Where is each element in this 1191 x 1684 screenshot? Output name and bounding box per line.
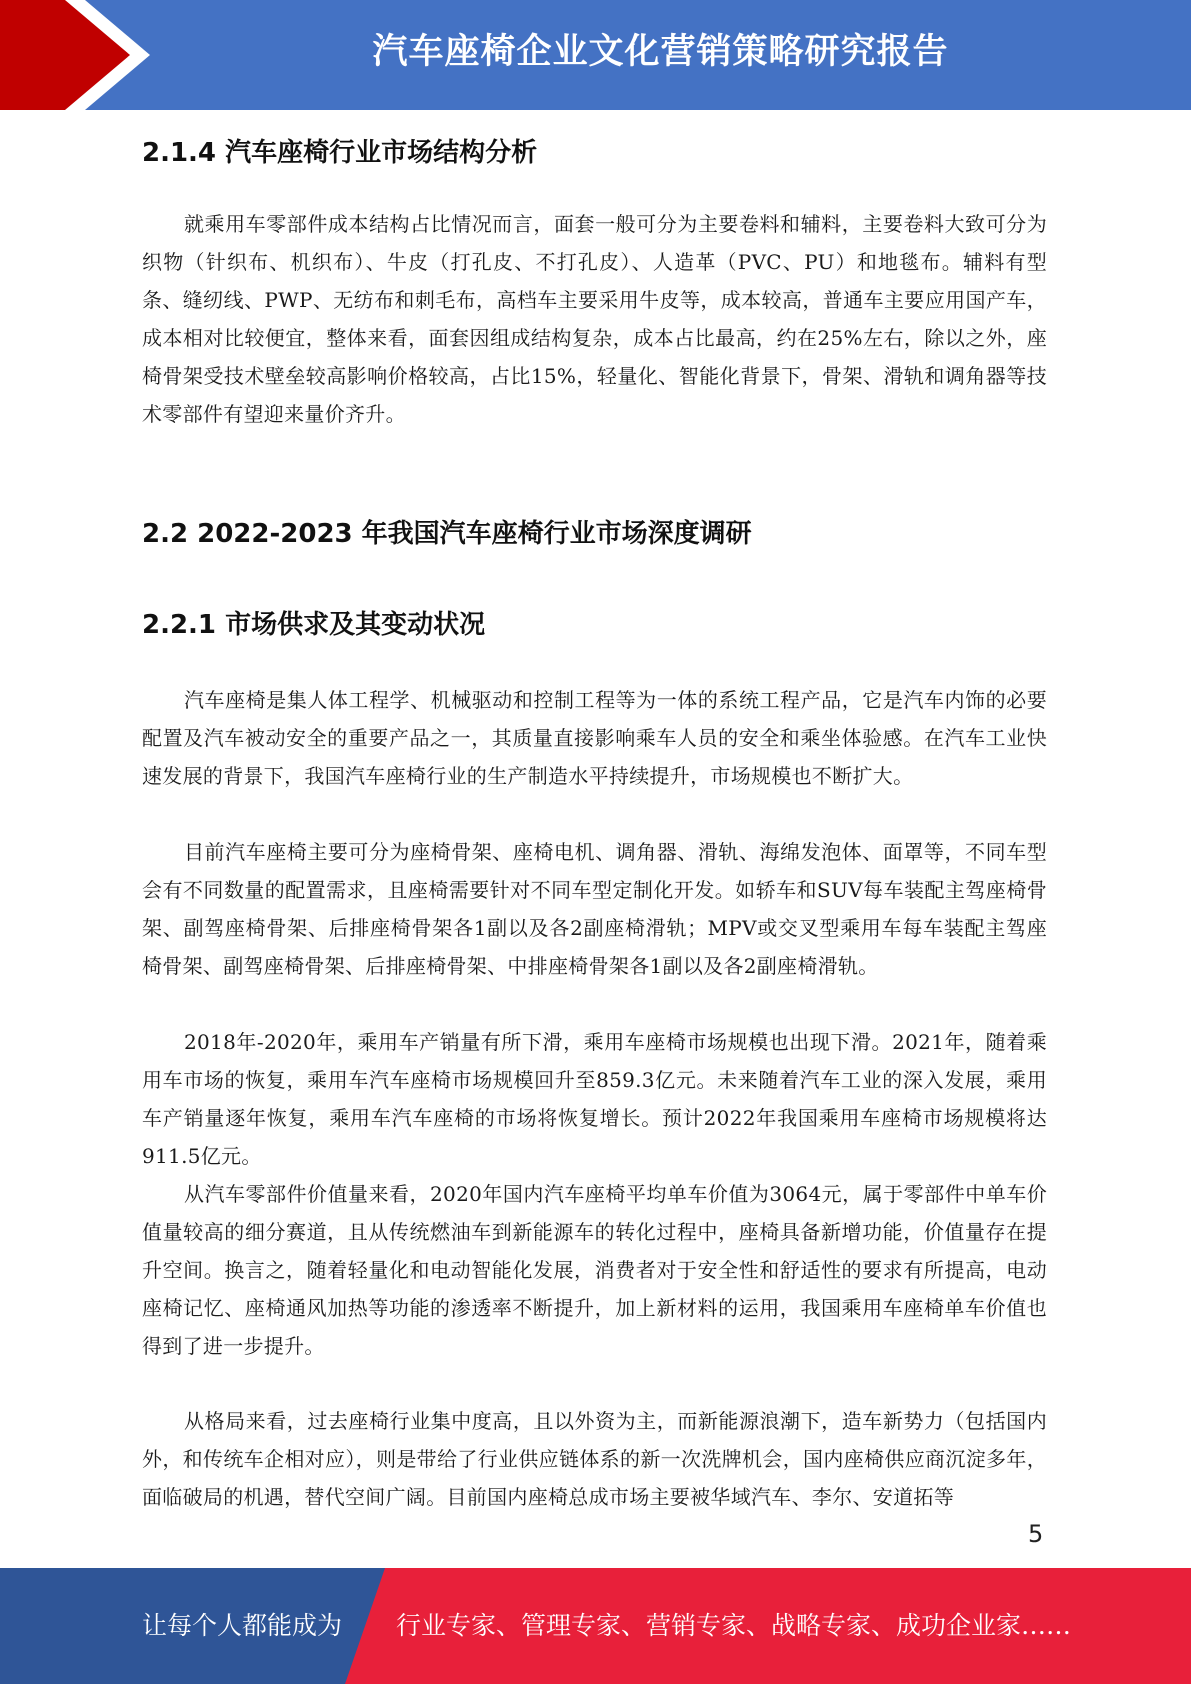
section-heading-2-1-4: 2.1.4 汽车座椅行业市场结构分析 (142, 138, 538, 168)
document-title: 汽车座椅企业文化营销策略研究报告 (372, 32, 949, 72)
footer-slogan-left: 让每个人都能成为 (142, 1611, 343, 1640)
section-heading-2-2: 2.2 2022-2023 年我国汽车座椅行业市场深度调研 (142, 519, 752, 549)
paragraph-market-size: 2018年-2020年，乘用车产销量有所下滑，乘用车座椅市场规模也出现下滑。2021年，随着乘用车市场的恢复，乘用车汽车座椅市场规模回升至859.3亿元。未来随着汽车工业的深入发展，乘用车产销量逐年恢复，乘用车汽车座椅的市场将恢复增长。预计2022年我国乘用车座椅市场规模将达911.5亿元。 (142, 1030, 1047, 1168)
footer-slogan-right: 行业专家、管理专家、营销专家、战略专家、成功企业家…… (396, 1611, 1072, 1640)
footer-banner (0, 1568, 1191, 1684)
paragraph-cost-structure: 就乘用车零部件成本结构占比情况而言，面套一般可分为主要卷料和辅料，主要卷料大致可分为织物（针织布、机织布）、牛皮（打孔皮、不打孔皮）、人造革（PVC、PU）和地毯布。辅料有型条、缝纫线、PWP、无纺布和刺毛布，高档车主要采用牛皮等，成本较高，普通车主要应用国产车，成本相对比较便宜，整体来看，面套因组成结构复杂，成本占比最高，约在25%左右，除以之外，座椅骨架受技术壁垒较高影响价格较高，占比15%，轻量化、智能化背景下，骨架、滑轨和调角器等技术零部件有望迎来量价齐升。 (142, 212, 1047, 426)
section-heading-2-2-1: 2.2.1 市场供求及其变动状况 (142, 610, 486, 640)
paragraph-unit-value: 从汽车零部件价值量来看，2020年国内汽车座椅平均单车价值为3064元，属于零部件中单车价值量较高的细分赛道，且从传统燃油车到新能源车的转化过程中，座椅具备新增功能，价值量存在提升空间。换言之，随着轻量化和电动智能化发展，消费者对于安全性和舒适性的要求有所提高，电动座椅记忆、座椅通风加热等功能的渗透率不断提升，加上新材料的运用，我国乘用车座椅单车价值也得到了进一步提升。 (142, 1182, 1047, 1358)
paragraph-seat-components: 目前汽车座椅主要可分为座椅骨架、座椅电机、调角器、滑轨、海绵发泡体、面罩等，不同车型会有不同数量的配置需求，且座椅需要针对不同车型定制化开发。如轿车和SUV每车装配主驾座椅骨架、副驾座椅骨架、后排座椅骨架各1副以及各2副座椅滑轨；MPV或交叉型乘用车每车装配主驾座椅骨架、副驾座椅骨架、后排座椅骨架、中排座椅骨架各1副以及各2副座椅滑轨。 (142, 840, 1047, 978)
paragraph-competitive-landscape: 从格局来看，过去座椅行业集中度高，且以外资为主，而新能源浪潮下，造车新势力（包括国内外，和传统车企相对应），则是带给了行业供应链体系的新一次洗牌机会，国内座椅供应商沉淀多年，面临破局的机遇，替代空间广阔。目前国内座椅总成市场主要被华域汽车、李尔、安道拓等 (142, 1409, 1047, 1509)
header-banner (0, 0, 1191, 110)
page-number: 5 (1028, 1520, 1044, 1548)
paragraph-seat-overview: 汽车座椅是集人体工程学、机械驱动和控制工程等为一体的系统工程产品，它是汽车内饰的必要配置及汽车被动安全的重要产品之一，其质量直接影响乘车人员的安全和乘坐体验感。在汽车工业快速发展的背景下，我国汽车座椅行业的生产制造水平持续提升，市场规模也不断扩大。 (142, 688, 1047, 788)
